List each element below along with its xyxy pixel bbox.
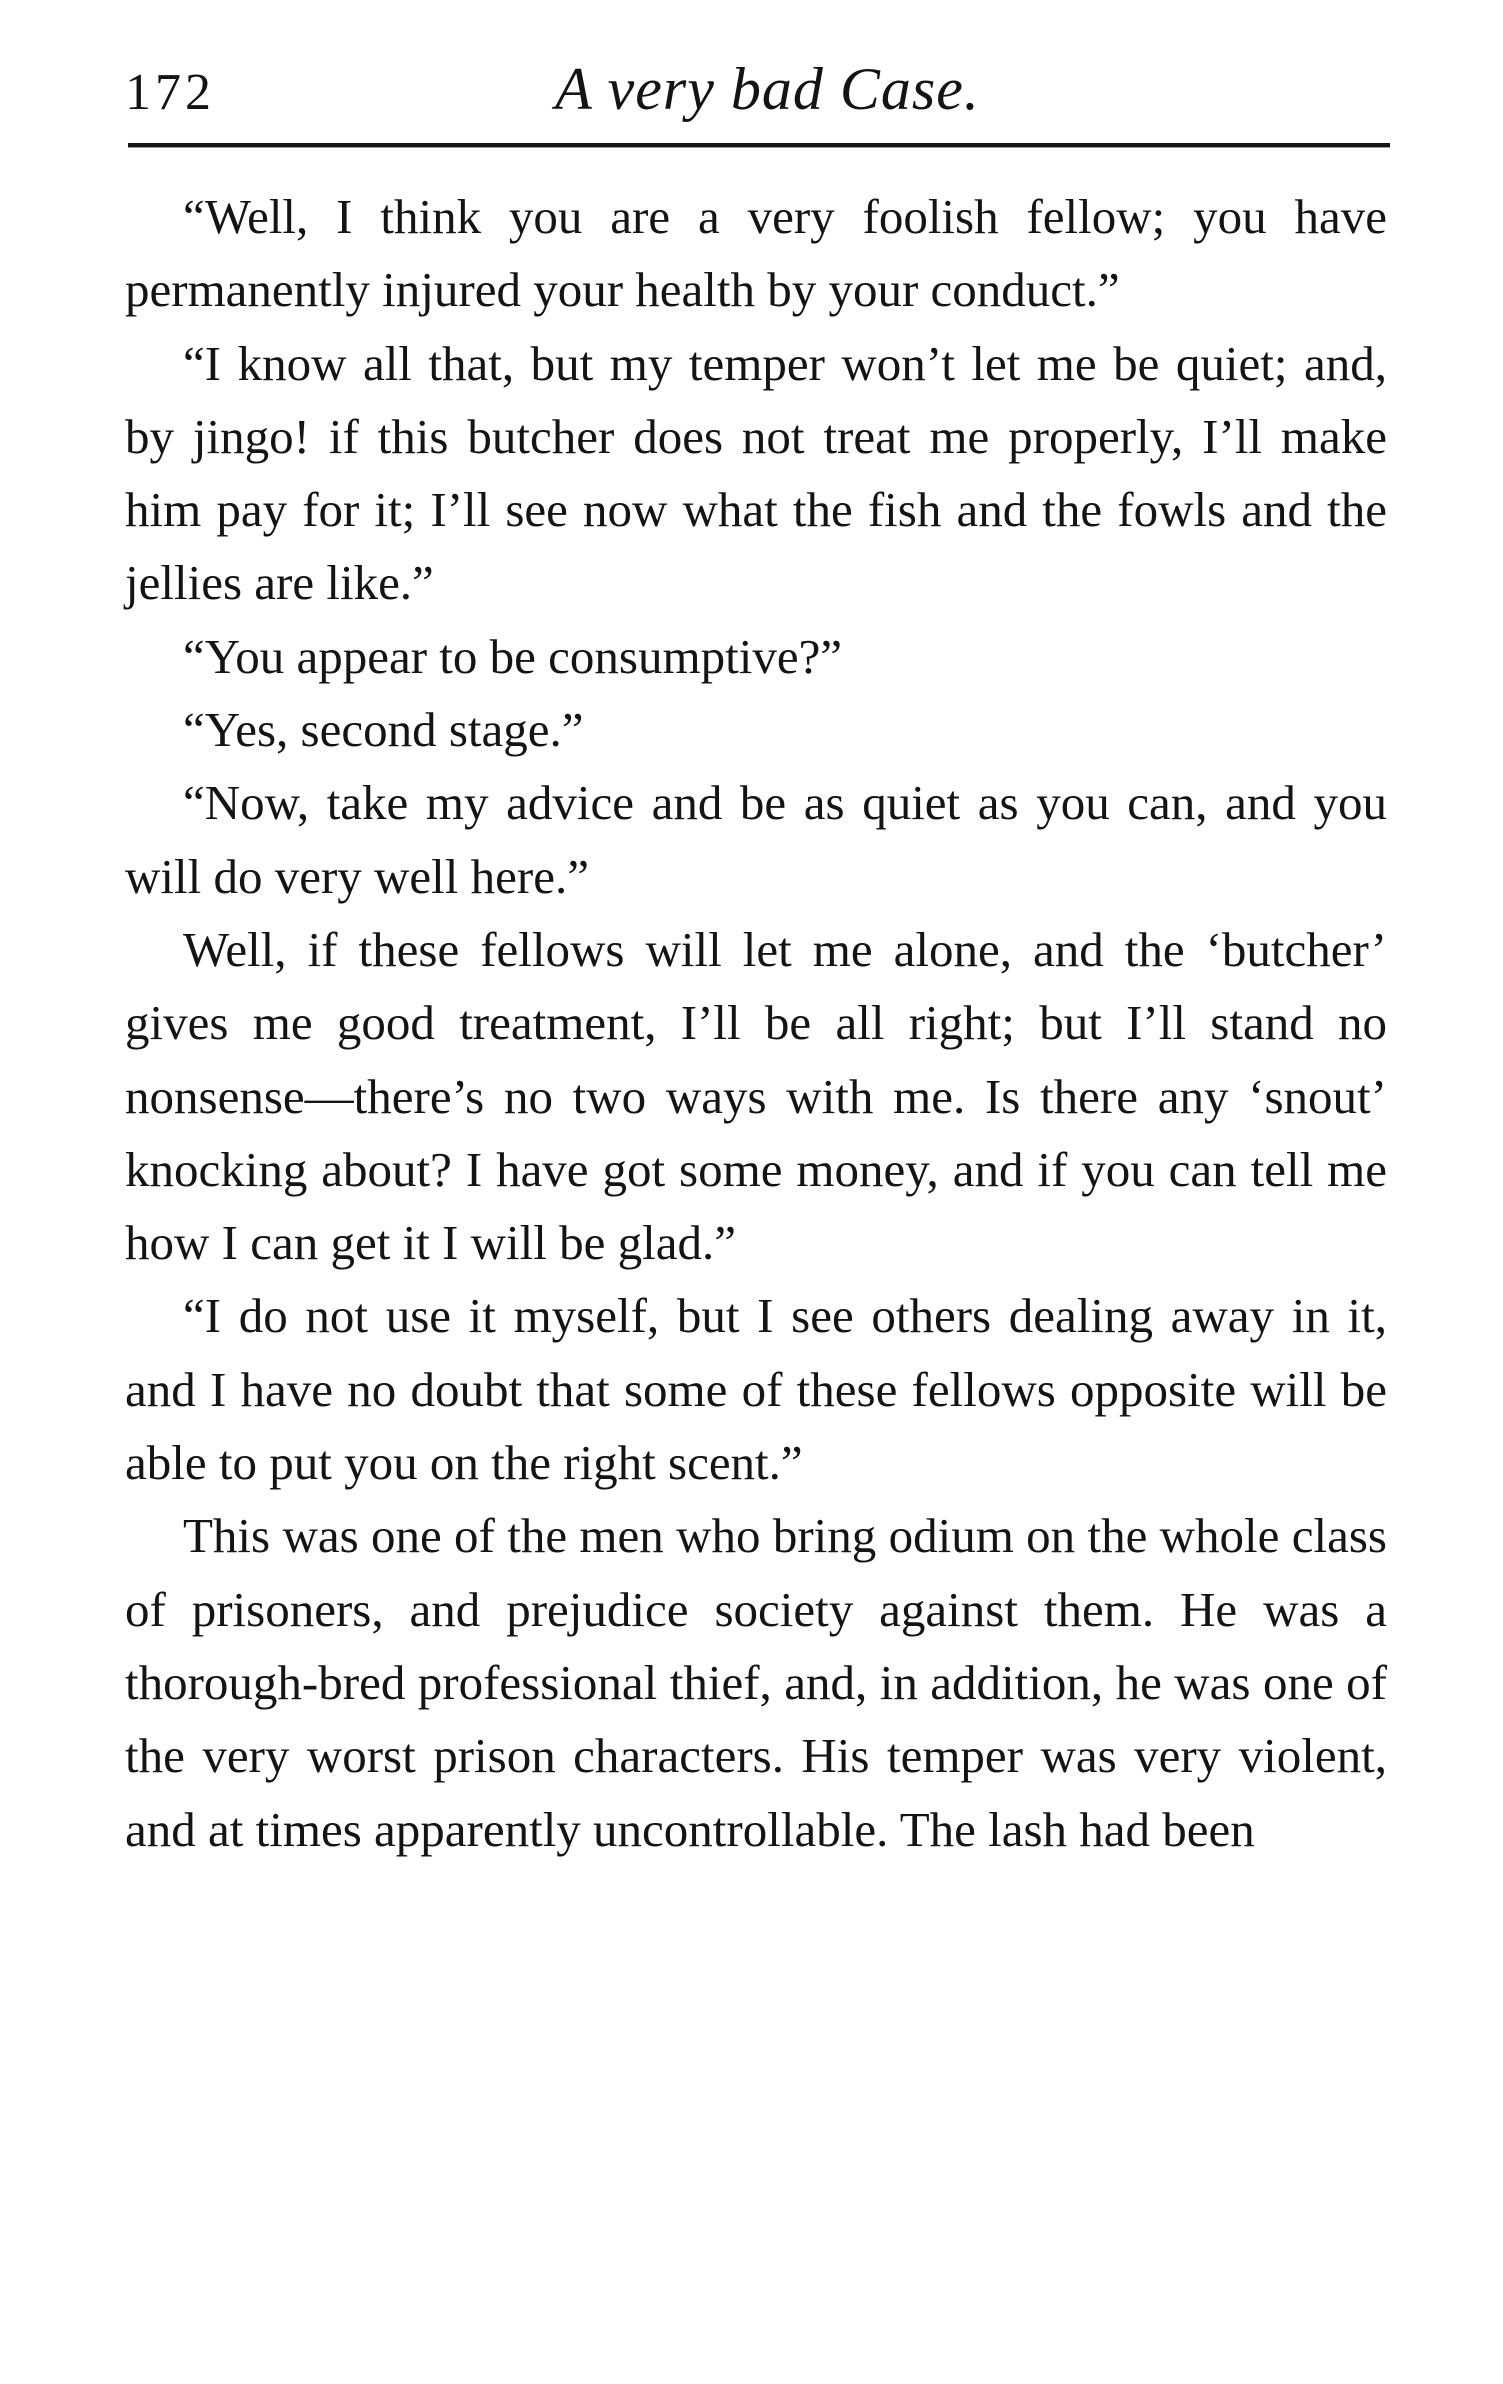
paragraph-3: “You appear to be consumptive?”	[183, 628, 843, 684]
header-rule	[128, 143, 1390, 148]
paragraph-5: “Now, take my advice and be as quiet as you can, and you will do very well here.”	[125, 775, 1387, 904]
running-head	[125, 55, 1390, 145]
paragraph-8: This was one of the men who bring odium on the whole class of prisoners, and prejudice society against them. He was a thorough-bred professional thief, and, in addition, he was one of the very worst prison characters. His temper was very violent, and at times apparently uncontrollable. The lash had been	[125, 1508, 1387, 1857]
body-text	[125, 180, 1387, 1866]
page-number: 172	[125, 64, 215, 121]
running-title: A very bad Case.	[555, 56, 980, 122]
paragraph-7: “I do not use it myself, but I see others dealing away in it, and I have no doubt that some of these fellows opposite will be able to put you on the right scent.”	[125, 1288, 1387, 1491]
paragraph-2: “I know all that, but my temper won’t let me be quiet; and, by jingo! if this butcher does not treat me properly, I’ll make him pay for it; I’ll see now what the fish and the fowls and the jellies are like.”	[125, 335, 1387, 611]
paragraph-4: “Yes, second stage.”	[183, 702, 584, 758]
paragraph-1: “Well, I think you are a very foolish fellow; you have permanently injured your health by your conduct.”	[125, 189, 1387, 318]
paragraph-6: Well, if these fellows will let me alone, and the ‘butcher’ gives me good treatment, I’ll be all right; but I’ll stand no nonsense—there’s no two ways with me. Is there any ‘snout’ knocking about? I have got some money, and if you can tell me how I can get it I will be glad.”	[125, 921, 1387, 1271]
